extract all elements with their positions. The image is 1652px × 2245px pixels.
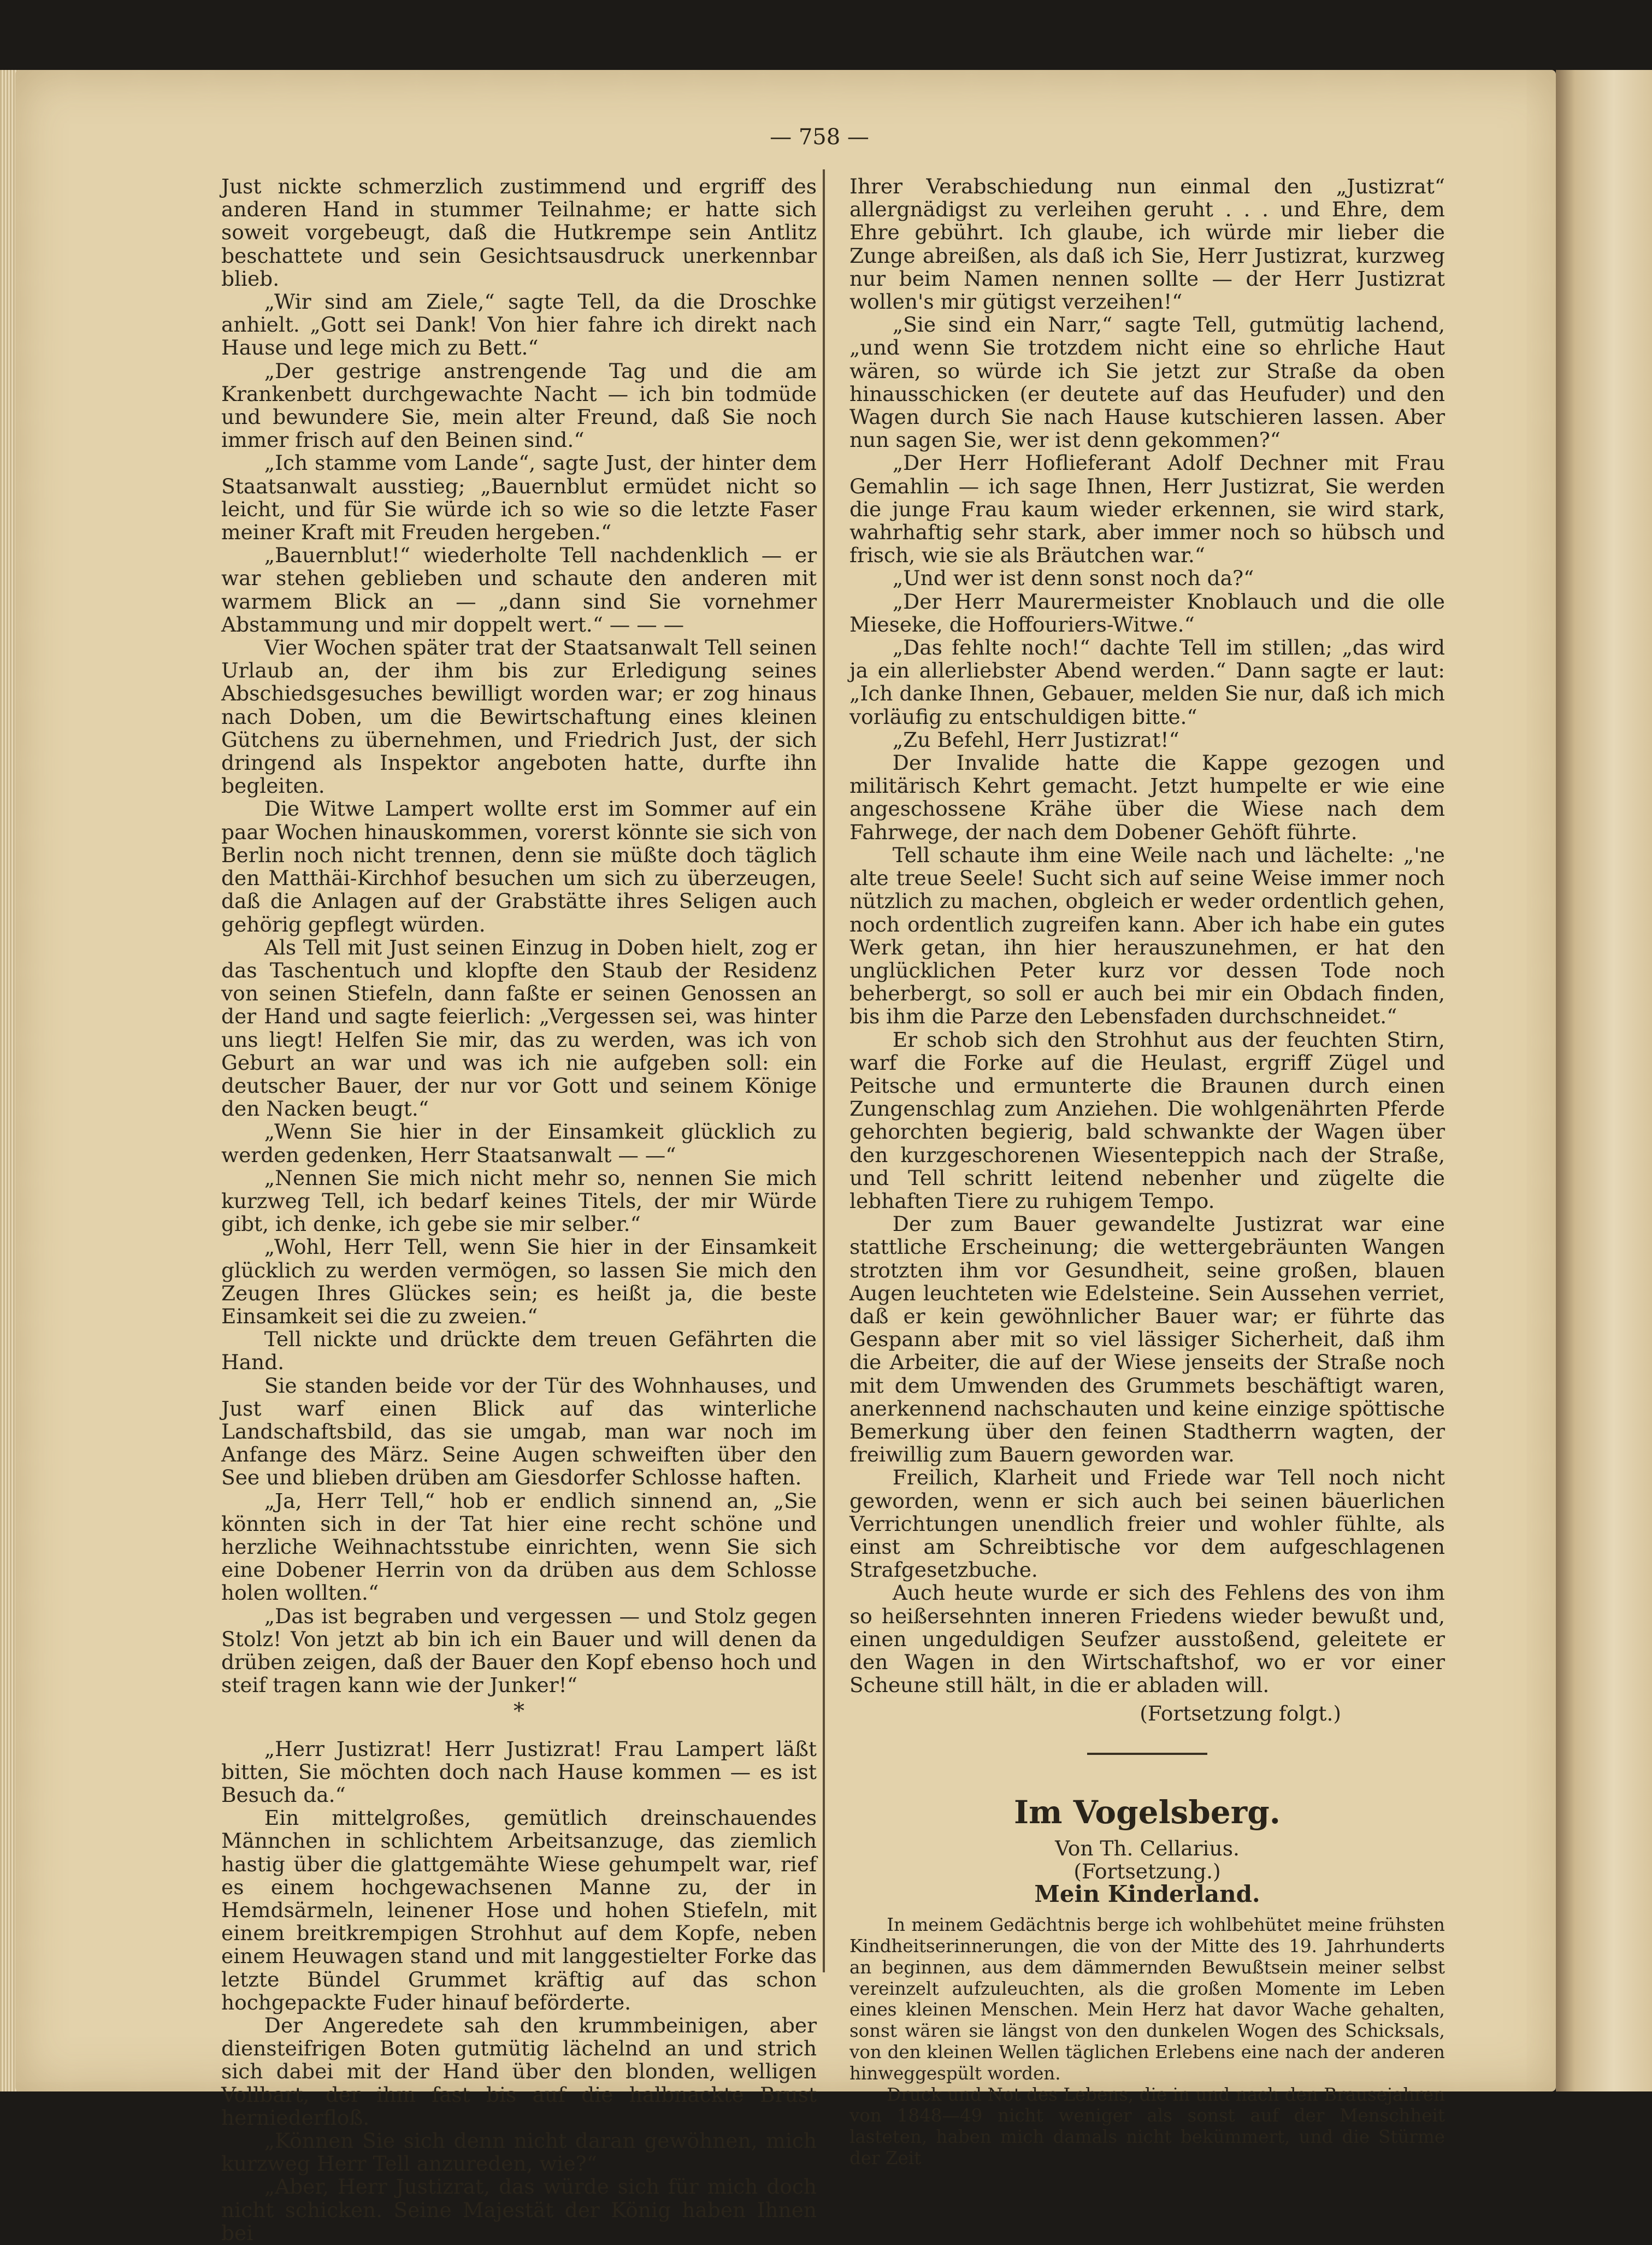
paragraph: „Herr Justizrat! Herr Justizrat! Frau Lampert läßt bitten, Sie möchten doch nach Hause kommen — es ist Besuch da.“ [221,1736,817,1807]
paragraph: Just nickte schmerzlich zustimmend und ergriff des anderen Hand in stummer Teilnahme; er hatte sich soweit vorgebeugt, daß die Hutkrempe sein Antlitz beschattete und sein Gesichtsausdruck unerkennbar blieb. [221,174,817,291]
article-subtitle: Mein Kinderland. [1034,1881,1260,1908]
paragraph: Er schob sich den Strohhut aus der feuchten Stirn, warf die Forke auf die Heulast, ergriff Zügel und Peitsche und ermunterte die Braunen durch einen Zungenschlag zum Anziehen. Die wohlgenährten Pferde gehorchten begierig, bald schwankte der Wagen über den kurzgeschorenen Wiesenteppich nach der Straße, und Tell schritt leitend nebenher und zügelte die lebhaften Tiere zu ruhigem Tempo. [849,1027,1445,1213]
paragraph: Der zum Bauer gewandelte Justizrat war eine stattliche Erscheinung; die wettergebräunten Wangen strotzten ihm vor Gesundheit, seine großen, blauen Augen leuchteten wie Edelsteine. Sein Aussehen verriet, daß er kein gewöhnlicher Bauer war; er führte das Gespann aber mit so viel lässiger Sicherheit, daß ihm die Arbeiter, die auf der Wiese jenseits der Straße noch mit dem Umwenden des Grummets beschäftigt waren, anerkennend nachschauten und keine einzige spöttische Bemerkung über den feinen Stadtherrn wagten, der freiwillig zum Bauern geworden war. [849,1212,1445,1467]
paragraph: Die Witwe Lampert wollte erst im Sommer auf ein paar Wochen hinauskommen, vorerst könnte sie sich von Berlin noch nicht trennen, denn sie müßte doch täglich den Matthäi-Kirchhof besuchen um sich zu überzeugen, daß die Anlagen auf der Grabstätte ihres Seligen auch gehörig gepflegt würden. [221,797,817,936]
paragraph: „Wenn Sie hier in der Einsamkeit glücklich zu werden gedenken, Herr Staatsanwalt — —“ [221,1119,817,1167]
paragraph: „Der Herr Maurermeister Knoblauch und die olle Mieseke, die Hoffouriers-Witwe.“ [849,589,1445,637]
paragraph: „Nennen Sie mich nicht mehr so, nennen Sie mich kurzweg Tell, ich bedarf keines Titels, der mir Würde gibt, ich denke, ich gebe sie mir selber.“ [221,1165,817,1236]
paragraph: Ihrer Verabschiedung nun einmal den „Justizrat“ allergnädigst zu verleihen geruht . . . und Ehre, dem Ehre gebührt. Ich glaube, ich würde mir lieber die Zunge abreißen, als daß ich Sie, Herr Justizrat, kurzweg nur beim Namen nennen sollte — der Herr Justizrat wollen's mir gütigst verzeihen!“ [849,174,1445,314]
paragraph: „Sie sind ein Narr,“ sagte Tell, gutmütig lachend, „und wenn Sie trotzdem nicht eine so ehrliche Haut wären, so würde ich Sie jetzt zur Straße da oben hinausschicken (er deutete auf das Heufuder) und den Wagen durch Sie nach Hause kutschieren lassen. Aber nun sagen Sie, wer ist denn gekommen?“ [849,313,1445,452]
section-break-asterisk: * [514,1699,524,1724]
paragraph: Der Invalide hatte die Kappe gezogen und militärisch Kehrt gemacht. Jetzt humpelte er wie eine angeschossene Krähe über die Wiese nach dem Fahrwege, der nach dem Dobener Gehöft führte. [849,751,1445,844]
article-byline: Von Th. Cellarius. [1055,1836,1240,1860]
continuation-note: (Fortsetzung folgt.) [1140,1701,1341,1726]
paragraph: „Wohl, Herr Tell, wenn Sie hier in der Einsamkeit glücklich zu werden vermögen, so lassen Sie mich den Zeugen Ihres Glückes sein; es heißt ja, die beste Einsamkeit sei die zu zweien.“ [221,1235,817,1328]
paragraph: Auch heute wurde er sich des Fehlens des von ihm so heißersehnten inneren Friedens wieder bewußt und, einen ungeduldigen Seufzer ausstoßend, geleitete er den Wagen in den Wirtschaftshof, wo er vor einer Scheune still hält, in die er abladen will. [849,1581,1445,1698]
article-separator [1087,1753,1207,1755]
paragraph: „Der Herr Hoflieferant Adolf Dechner mit Frau Gemahlin — ich sage Ihnen, Herr Justizrat, Sie werden die junge Frau kaum wieder erkennen, sie wird stark, wahrhaftig sehr stark, aber immer noch so hübsch und frisch, wie sie als Bräutchen war.“ [849,451,1445,568]
paragraph: „Der gestrige anstrengende Tag und die am Krankenbett durchgewachte Nacht — ich bin todmüde und bewundere Sie, mein alter Freund, daß Sie noch immer frisch auf den Beinen sind.“ [221,358,817,452]
paragraph: Sie standen beide vor der Tür des Wohnhauses, und Just warf einen Blick auf das winterliche Landschaftsbild, das sie umgab, man war noch im Anfange des März. Seine Augen schweiften über den See und blieben drüben am Giesdorfer Schlosse haften. [221,1373,817,1490]
column-divider [823,169,825,1972]
paragraph: Vier Wochen später trat der Staatsanwalt Tell seinen Urlaub an, der ihm bis zur Erledigung seines Abschiedsgesuches bewilligt worden war; er zog hinaus nach Doben, um die Bewirtschaftung eines kleinen Gütchens zu übernehmen, und Friedrich Just, der sich dringend als Inspektor angeboten hatte, durfte ihn begleiten. [221,635,817,798]
paragraph: Ein mittelgroßes, gemütlich dreinschauendes Männchen in schlichtem Arbeitsanzuge, das ziemlich hastig über die glattgemähte Wiese gehumpelt war, rief es einem hochgewachsenen Manne zu, der in Hemdsärmeln, leinener Hose und hohen Stiefeln, mit einem breitkrempigen Strohhut auf dem Kopfe, neben einem Heuwagen stand und mit langgestielter Forke das letzte Bündel Grummet kräftig auf das schon hochgepackte Fuder hinauf beförderte. [221,1806,817,2014]
paragraph: Der Angeredete sah den krummbeinigen, aber diensteifrigen Boten gutmütig lächelnd an und strich sich dabei mit der Hand über den blonden, welligen Vollbart, der ihm fast bis auf die halbnackte Brust herniederfloß. [221,2013,817,2130]
page-number: — 758 — [770,125,869,150]
paragraph: „Aber, Herr Justizrat, das würde sich für mich doch nicht schicken. Seine Majestät der König haben Ihnen bei [221,2175,817,2245]
paragraph: Freilich, Klarheit und Friede war Tell noch nicht geworden, wenn er sich auch bei seinen bäuerlichen Verrichtungen unendlich freier und wohler fühlte, als einst am Schreibtische vor dem aufgeschlagenen Strafgesetzbuche. [849,1465,1445,1582]
right-column [849,175,1445,2169]
paragraph: „Wir sind am Ziele,“ sagte Tell, da die Droschke anhielt. „Gott sei Dank! Von hier fahre ich direkt nach Hause und lege mich zu Bett.“ [221,290,817,360]
paragraph: „Können Sie sich denn nicht daran gewöhnen, mich kurzweg Herr Tell anzureden, wie?“ [221,2129,817,2176]
article-body [849,1914,1445,2169]
paragraph: „Ich stamme vom Lande“, sagte Just, der hinter dem Staatsanwalt ausstieg; „Bauernblut ermüdet nicht so leicht, und für Sie würde ich so wie so die letzte Faser meiner Kraft mit Freuden hergeben.“ [221,451,817,545]
article-title: Im Vogelsberg. [1014,1793,1281,1831]
paragraph: „Ja, Herr Tell,“ hob er endlich sinnend an, „Sie könnten sich in der Tat hier eine recht schöne und herzliche Weihnachtsstube einrichten, wenn Sie sich eine Dobener Herrin von da drüben aus dem Schlosse holen wollten.“ [221,1488,817,1605]
left-column [221,175,817,2244]
article-note: (Fortsetzung.) [1073,1859,1221,1883]
paragraph: „Bauernblut!“ wiederholte Tell nachdenklich — er war stehen geblieben und schaute den anderen mit warmem Blick an — „dann sind Sie vornehmer Abstammung und mir doppelt wert.“ — — — [221,543,817,637]
paragraph: „Das ist begraben und vergessen — und Stolz gegen Stolz! Von jetzt ab bin ich ein Bauer und will denen da drüben zeigen, daß der Bauer den Kopf ebenso hoch und steif tragen kann wie der Junker!“ [221,1604,817,1698]
paragraph: In meinem Gedächtnis berge ich wohlbehütet meine frühsten Kindheitserinnerungen, die von der Mitte des 19. Jahrhunderts an beginnen, aus dem dämmernden Bewußtsein meiner selbst vereinzelt aufzuleuchten, als die großen Momente im Leben eines kleinen Menschen. Mein Herz hat davor Wache gehalten, sonst wären sie längst von den dunkelen Wogen des Schicksals, von den kleinen Wellen täglichen Erlebens eine nach der anderen hinweggespült worden. [849,1914,1445,2084]
paragraph: Druck und Not des Lebens, die in und nach den Brausejahren von 1848—49 nicht weniger als sonst auf der Menschheit lasteten, haben mich damals nicht bekümmert, und die Stürme der Zeit [849,2084,1445,2169]
paragraph: Tell schaute ihm eine Weile nach und lächelte: „'ne alte treue Seele! Sucht sich auf seine Weise immer noch nützlich zu machen, obgleich er weder ordentlich gehen, noch ordentlich zugreifen kann. Aber ich habe ein gutes Werk getan, ihn hier herauszunehmen, er hat den unglücklichen Peter kurz vor dessen Tode noch beherbergt, so soll er auch bei mir ein Obdach finden, bis ihm die Parze den Lebensfaden durchschneidet.“ [849,842,1445,1029]
paragraph: Als Tell mit Just seinen Einzug in Doben hielt, zog er das Taschentuch und klopfte den Staub der Residenz von seinen Stiefeln, dann faßte er seinen Genossen an der Hand und sagte feierlich: „Vergessen sei, was hinter uns liegt! Helfen Sie mir, das zu werden, was ich von Geburt an war und was ich nie aufgeben soll: ein deutscher Bauer, der nur vor Gott und seinem Könige den Nacken beugt.“ [221,935,817,1121]
paragraph: Tell nickte und drückte dem treuen Gefährten die Hand. [221,1327,817,1375]
paragraph: „Und wer ist denn sonst noch da?“ [892,566,1254,591]
next-page-edge [1556,70,1652,2091]
paragraph: „Zu Befehl, Herr Justizrat!“ [892,727,1179,752]
paragraph: „Das fehlte noch!“ dachte Tell im stillen; „das wird ja ein allerliebster Abend werden.“ Dann sagte er laut: „Ich danke Ihnen, Gebauer, melden Sie nur, daß ich mich vorläufig zu entschuldigen bitte.“ [849,635,1445,729]
